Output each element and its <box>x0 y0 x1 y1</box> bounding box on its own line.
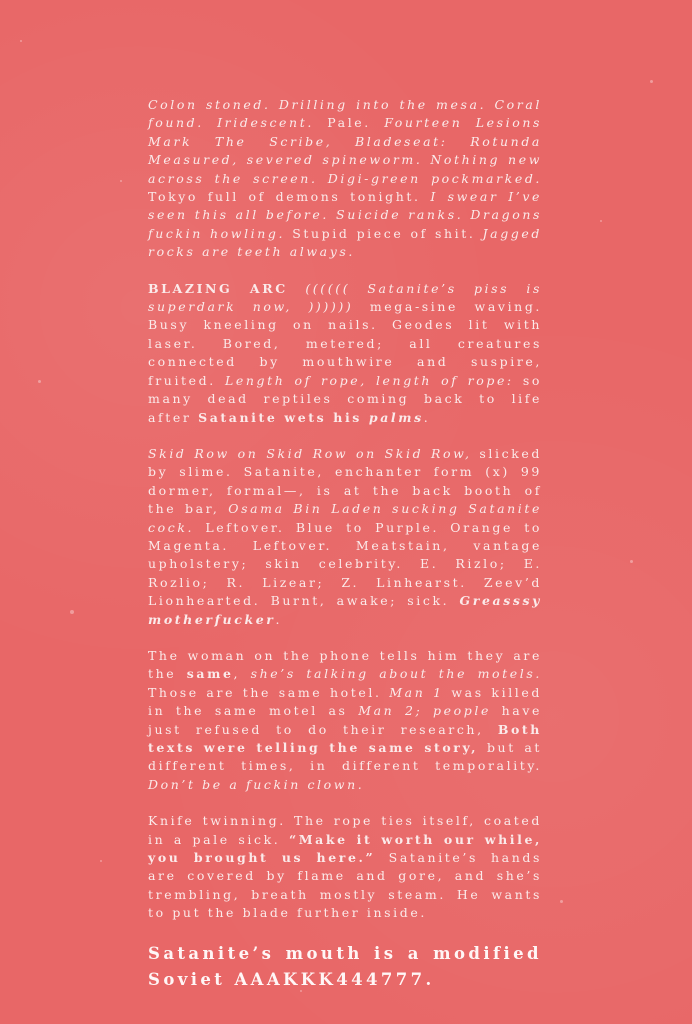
text-run: slicked by slime. Satanite, enchanter form (x) 99 dormer, formal—, is at the back booth of the bar, <box>148 445 542 517</box>
text-run: same <box>186 666 234 682</box>
text-run: Osama Bin Laden sucking Satanite cock. <box>148 501 542 535</box>
text-run: she’s talking about the motels. <box>250 666 542 682</box>
text-run: “Make it worth our while, you brought us here.” <box>148 831 542 866</box>
text-run: so many dead reptiles coming back to life after <box>148 372 542 425</box>
paragraph-4 <box>148 647 542 794</box>
text-run: Tokyo full of demons tonight. <box>148 189 431 205</box>
text-run: BLAZING ARC <box>148 280 306 296</box>
text-run: was killed in the same motel as <box>148 684 542 719</box>
text-run: The woman on the phone tells him they are the <box>148 647 542 682</box>
text-run: Don’t be a fuckin clown. <box>148 776 365 792</box>
text-run: Jagged rocks are teeth always. <box>148 225 542 260</box>
text-run: Stupid piece of shit. <box>292 225 483 241</box>
text-run: have just refused to do their research, <box>148 703 542 737</box>
text-run: but at different times, in different temporality. <box>148 740 542 774</box>
text-run: Greasssy motherfucker <box>148 593 542 627</box>
text-run: Fourteen Lesions Mark The Scribe, Bladeseat: Rotunda Measured, severed spineworm. Nothing new across the screen. Digi-green pockmarked. <box>148 115 542 186</box>
text-run: Length of rope, length of rope: <box>224 372 523 388</box>
text-run: Colon stoned. Drilling into the mesa. Coral found. Iridescent. <box>148 97 542 131</box>
text-run: Skid Row on Skid Row on Skid Row, <box>148 445 480 461</box>
text-run: Knife twinning. The rope ties itself, coated in a pale sick. <box>148 813 542 847</box>
paragraph-1 <box>148 96 542 262</box>
text-run: , <box>233 666 251 682</box>
paragraph-5 <box>148 812 542 922</box>
text-run: . <box>275 611 283 627</box>
text-run: Those are the same hotel. <box>148 684 390 700</box>
text-run: Man 1 <box>389 684 452 700</box>
text-run: palms <box>368 409 424 425</box>
text-run: Leftover. Blue to Purple. Orange to Magenta. Leftover. Meatstain, vantage upholstery; skin celebrity. E. Rizlo; E. Rozlio; R. Lizear; Z. Linhearst. Zeev’d Lionhearted. Burnt, awake; sick. <box>148 519 543 609</box>
paragraph-2 <box>148 280 542 427</box>
text-run: Both texts were telling the same story, <box>148 721 542 755</box>
paragraph-3 <box>148 445 542 629</box>
text-run: (((((( Satanite’s piss is superdark now, )))))) <box>148 280 542 315</box>
text-column <box>148 96 542 993</box>
text-run: Pale. <box>327 115 385 131</box>
text-run: . <box>423 409 431 425</box>
text-run: mega-sine waving. Busy kneeling on nails. Geodes lit with laser. Bored, metered; all creatures connected by mouthwire and suspire, fruited. <box>148 299 542 388</box>
text-run: Satanite wets his <box>198 409 369 425</box>
text-run: I swear I’ve seen this all before. Suicide ranks. Dragons fuckin howling. <box>148 189 542 241</box>
closing-line: Satanite’s mouth is a modified Soviet AAAKKK444777. <box>148 943 542 989</box>
text-run: Satanite’s hands are covered by flame and gore, and she’s trembling, breath mostly steam. He wants to put the blade further inside. <box>148 850 542 921</box>
text-run: Man 2; people <box>358 703 502 719</box>
